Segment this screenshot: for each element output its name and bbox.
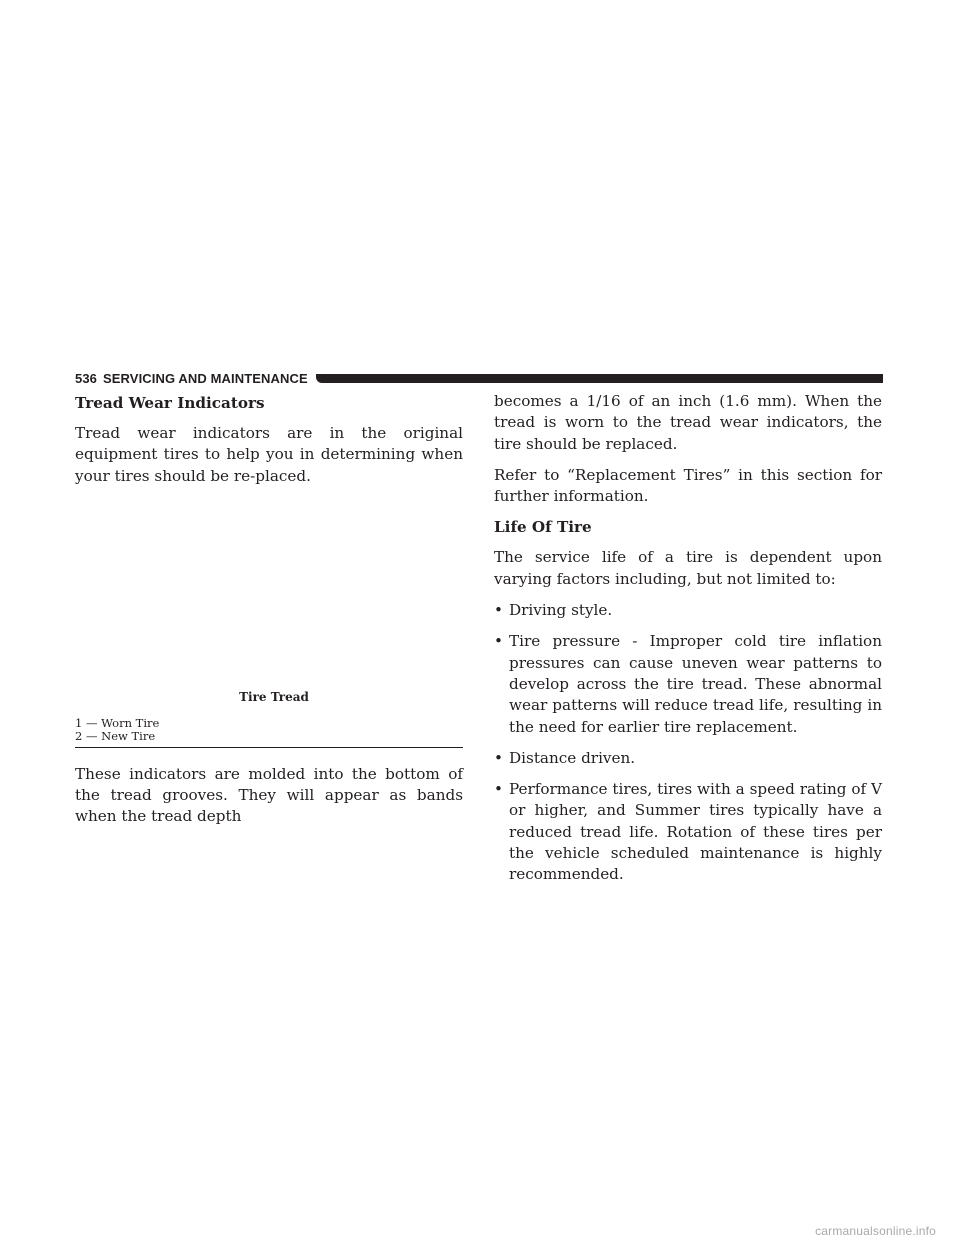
figure-divider (75, 747, 463, 748)
tire-tread-figure (75, 497, 463, 689)
list-item (494, 600, 882, 621)
list-item (494, 779, 882, 885)
right-column (494, 391, 882, 896)
bullet-icon: • (494, 601, 503, 620)
section-title: SERVICING AND MAINTENANCE (103, 370, 308, 386)
bullet-icon: • (494, 632, 503, 651)
bullet-icon: • (494, 780, 503, 799)
refer-paragraph: Refer to “Replacement Tires” in this section for further information. (494, 465, 882, 506)
bullet-icon: • (494, 748, 503, 767)
heading-life-of-tire: Life Of Tire (494, 518, 592, 537)
indicators-paragraph: These indicators are molded into the bottom of the tread grooves. They will appear as bands when the tread depth (75, 764, 463, 826)
page-header (75, 370, 883, 386)
list-item-text: Tire pressure - Improper cold tire inflation pressures can cause uneven wear patterns to develop across the tire tread. These abnormal wear patterns will reduce tread life, resulting in the need for earlier tire replacement. (509, 632, 882, 736)
figure-caption: Tire Tread (239, 689, 309, 704)
heading-tread-wear-indicators: Tread Wear Indicators (75, 394, 265, 412)
header-rule (316, 374, 883, 383)
legend-item: 2 — New Tire (75, 728, 156, 743)
watermark: carmanualsonline.info (815, 1224, 936, 1238)
tread-wear-intro: Tread wear indicators are in the original equipment tires to help you in determining when your tires should be re-placed. (75, 424, 463, 485)
legend-item: 1 — Worn Tire (75, 715, 160, 730)
list-item (494, 631, 882, 737)
list-item (494, 748, 882, 769)
list-item-text: Driving style. (509, 601, 613, 620)
factors-list (494, 600, 882, 886)
figure-legend (75, 717, 463, 743)
continuation-paragraph: becomes a 1/16 of an inch (1.6 mm). When the tread is worn to the tread wear indicators, the tire should be replaced. (494, 392, 882, 453)
page-number: 536 (75, 370, 97, 386)
left-column (75, 391, 463, 838)
list-item-text: Performance tires, tires with a speed rating of V or higher, and Summer tires typically have a reduced tread life. Rotation of these tires per the vehicle scheduled maintenance is highly recommended. (509, 780, 882, 884)
life-of-tire-intro: The service life of a tire is dependent upon varying factors including, but not limited to: (494, 548, 882, 588)
list-item-text: Distance driven. (509, 748, 636, 767)
